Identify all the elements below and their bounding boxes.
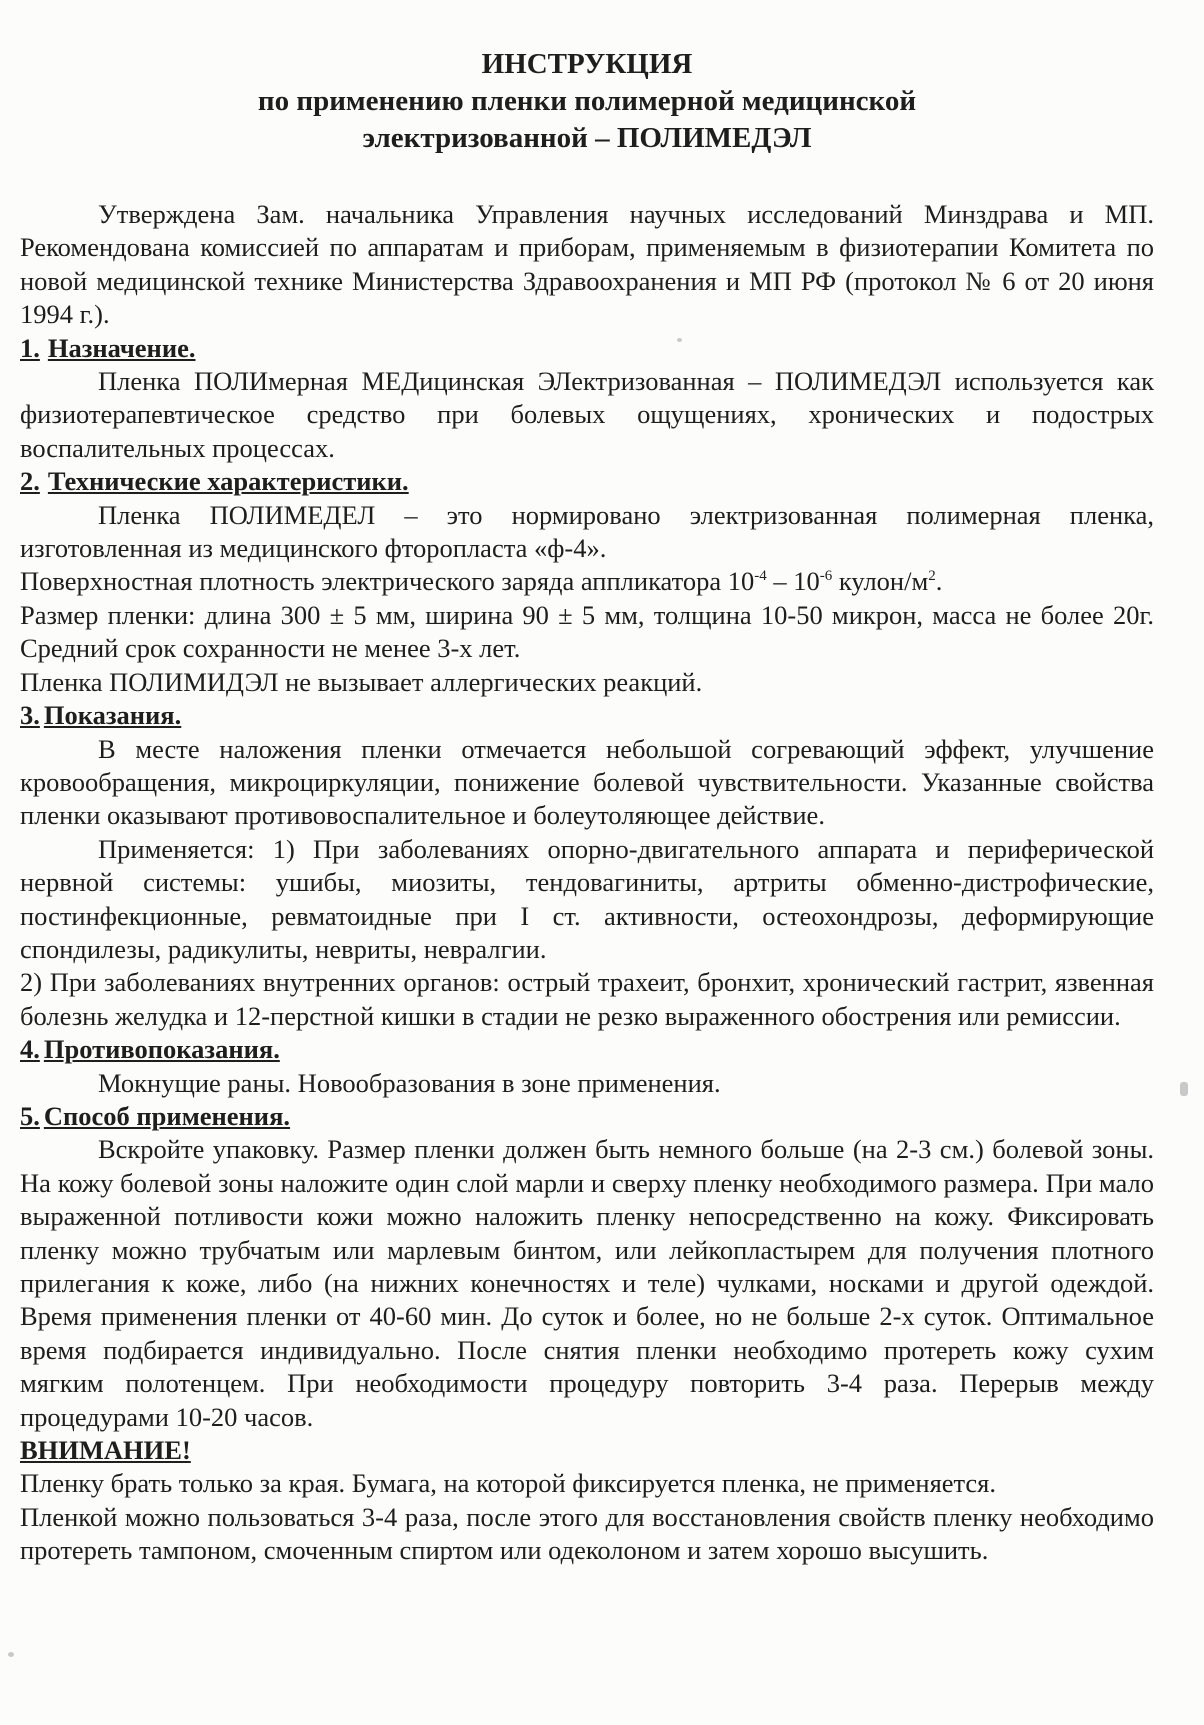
density-unit: кулон/м <box>832 566 929 597</box>
specs-intro: Пленка ПОЛИМЕДЕЛ – это нормировано электризованная полимерная пленка, изготовленная из медицинского фторопласта «ф-4». <box>20 499 1154 564</box>
section-heading-contraindications <box>20 1033 1154 1066</box>
section-title: Назначение. <box>47 332 196 363</box>
section-title: Технические характеристики. <box>47 466 409 497</box>
charge-density-line <box>20 565 1154 598</box>
scan-speck <box>1180 1082 1188 1096</box>
density-exponent-1: -4 <box>754 568 767 585</box>
indications-use-1: Применяется: 1) При заболеваниях опорно-двигательного аппарата и периферической нервной системы: ушибы, миозиты, тендовагиниты, артриты обменно-дистрофические, постинфекционные, ревматоидные при I ст. активности, остеохондрозы, деформирующие спондилезы, радикулиты, невриты, невралгии. <box>20 833 1154 964</box>
title-line-3: электризованной – ПОЛИМЕДЭЛ <box>362 122 812 154</box>
title-line-2: по применению пленки полимерной медицинской <box>257 85 917 117</box>
density-mid: – 10 <box>766 566 820 597</box>
density-exponent-2: -6 <box>819 568 833 585</box>
size-text: Размер пленки: длина 300 ± 5 мм, ширина 90 ± 5 мм, толщина 10-50 микрон, масса не более 20г. Средний срок сохранности не менее 3-х лет. <box>20 599 1154 664</box>
section-title: Противопоказания. <box>43 1034 280 1065</box>
warning-line-1: Пленку брать только за края. Бумага, на которой фиксируется пленка, не применяется. <box>20 1468 996 1499</box>
density-exponent-3: 2 <box>928 568 936 585</box>
section-heading-specs <box>20 465 1154 498</box>
indications-effect: В месте наложения пленки отмечается небольшой согревающий эффект, улучшение кровообращения, микроциркуляции, понижение болевой чувствительности. Указанные свойства пленки оказывают противовоспалительное и болеутоляющее действие. <box>20 733 1154 831</box>
purpose-text: Пленка ПОЛИмерная МЕДицинская ЭЛектризованная – ПОЛИМЕДЭЛ используется как физиотерапевтическое средство при болевых ощущениях, хронических и подострых воспалительных процессах. <box>20 366 1154 463</box>
section-number: 5. <box>20 1100 40 1131</box>
method-text: Вскройте упаковку. Размер пленки должен быть немного больше (на 2-3 см.) болевой зоны. На кожу болевой зоны наложите один слой марли и сверху пленку необходимого размера. При мало выраженной потливости кожи можно наложить пленку непосредственно на кожу. Фиксировать пленку можно трубчатым или марлевым бинтом, или лейкопластырем для получения плотного прилегания к коже, либо (на нижних конечностях и теле) чулками, носками и другой одеждой. Время применения пленки от 40-60 мин. До суток и более, но не больше 2-х суток. Оптимальное время подбирается индивидуально. После снятия пленки необходимо протереть кожу сухим мягким полотенцем. При необходимости процедуру повторить 3-4 раза. Перерыв между процедурами 10-20 часов. <box>20 1134 1154 1432</box>
instruction-document <box>20 46 1154 1568</box>
allergy-text: Пленка ПОЛИМИДЭЛ не вызывает аллергических реакций. <box>20 666 703 697</box>
density-prefix: Поверхностная плотность электрического заряда аппликатора 10 <box>20 566 755 597</box>
section-title: Способ применения. <box>43 1100 291 1131</box>
scan-speck <box>677 338 682 342</box>
indications-use-2: 2) При заболеваниях внутренних органов: острый трахеит, бронхит, хронический гастрит, язвенная болезнь желудка и 12-перстной кишки в стадии не резко выраженного обострения или ремиссии. <box>20 967 1154 1031</box>
warning-line-2: Пленкой можно пользоваться 3-4 раза, после этого для восстановления свойств пленку необходимо протереть тампоном, смоченным спиртом или одеколоном и затем хорошо высушить. <box>20 1501 1154 1566</box>
title-line-1: ИНСТРУКЦИЯ <box>481 48 693 80</box>
section-number: 2. <box>20 466 40 497</box>
density-end: . <box>935 566 943 597</box>
section-heading-purpose <box>20 332 1154 365</box>
section-number: 4. <box>20 1034 40 1065</box>
approval-paragraph: Утверждена Зам. начальника Управления научных исследований Минздрава и МП. Рекомендована комиссией по аппаратам и приборам, применяемым в физиотерапии Комитета по новой медицинской технике Министерства Здравоохранения и МП РФ (протокол № 6 от 20 июня 1994 г.). <box>20 199 1154 330</box>
section-number: 3. <box>20 700 40 731</box>
section-number: 1. <box>20 332 40 363</box>
section-heading-method <box>20 1100 1154 1133</box>
warning-heading: ВНИМАНИЕ! <box>20 1435 191 1466</box>
document-title <box>20 46 1154 157</box>
scan-speck <box>8 1652 14 1657</box>
section-heading-indications <box>20 699 1154 732</box>
contraindications-text: Мокнущие раны. Новообразования в зоне применения. <box>98 1067 721 1098</box>
section-title: Показания. <box>43 700 182 731</box>
